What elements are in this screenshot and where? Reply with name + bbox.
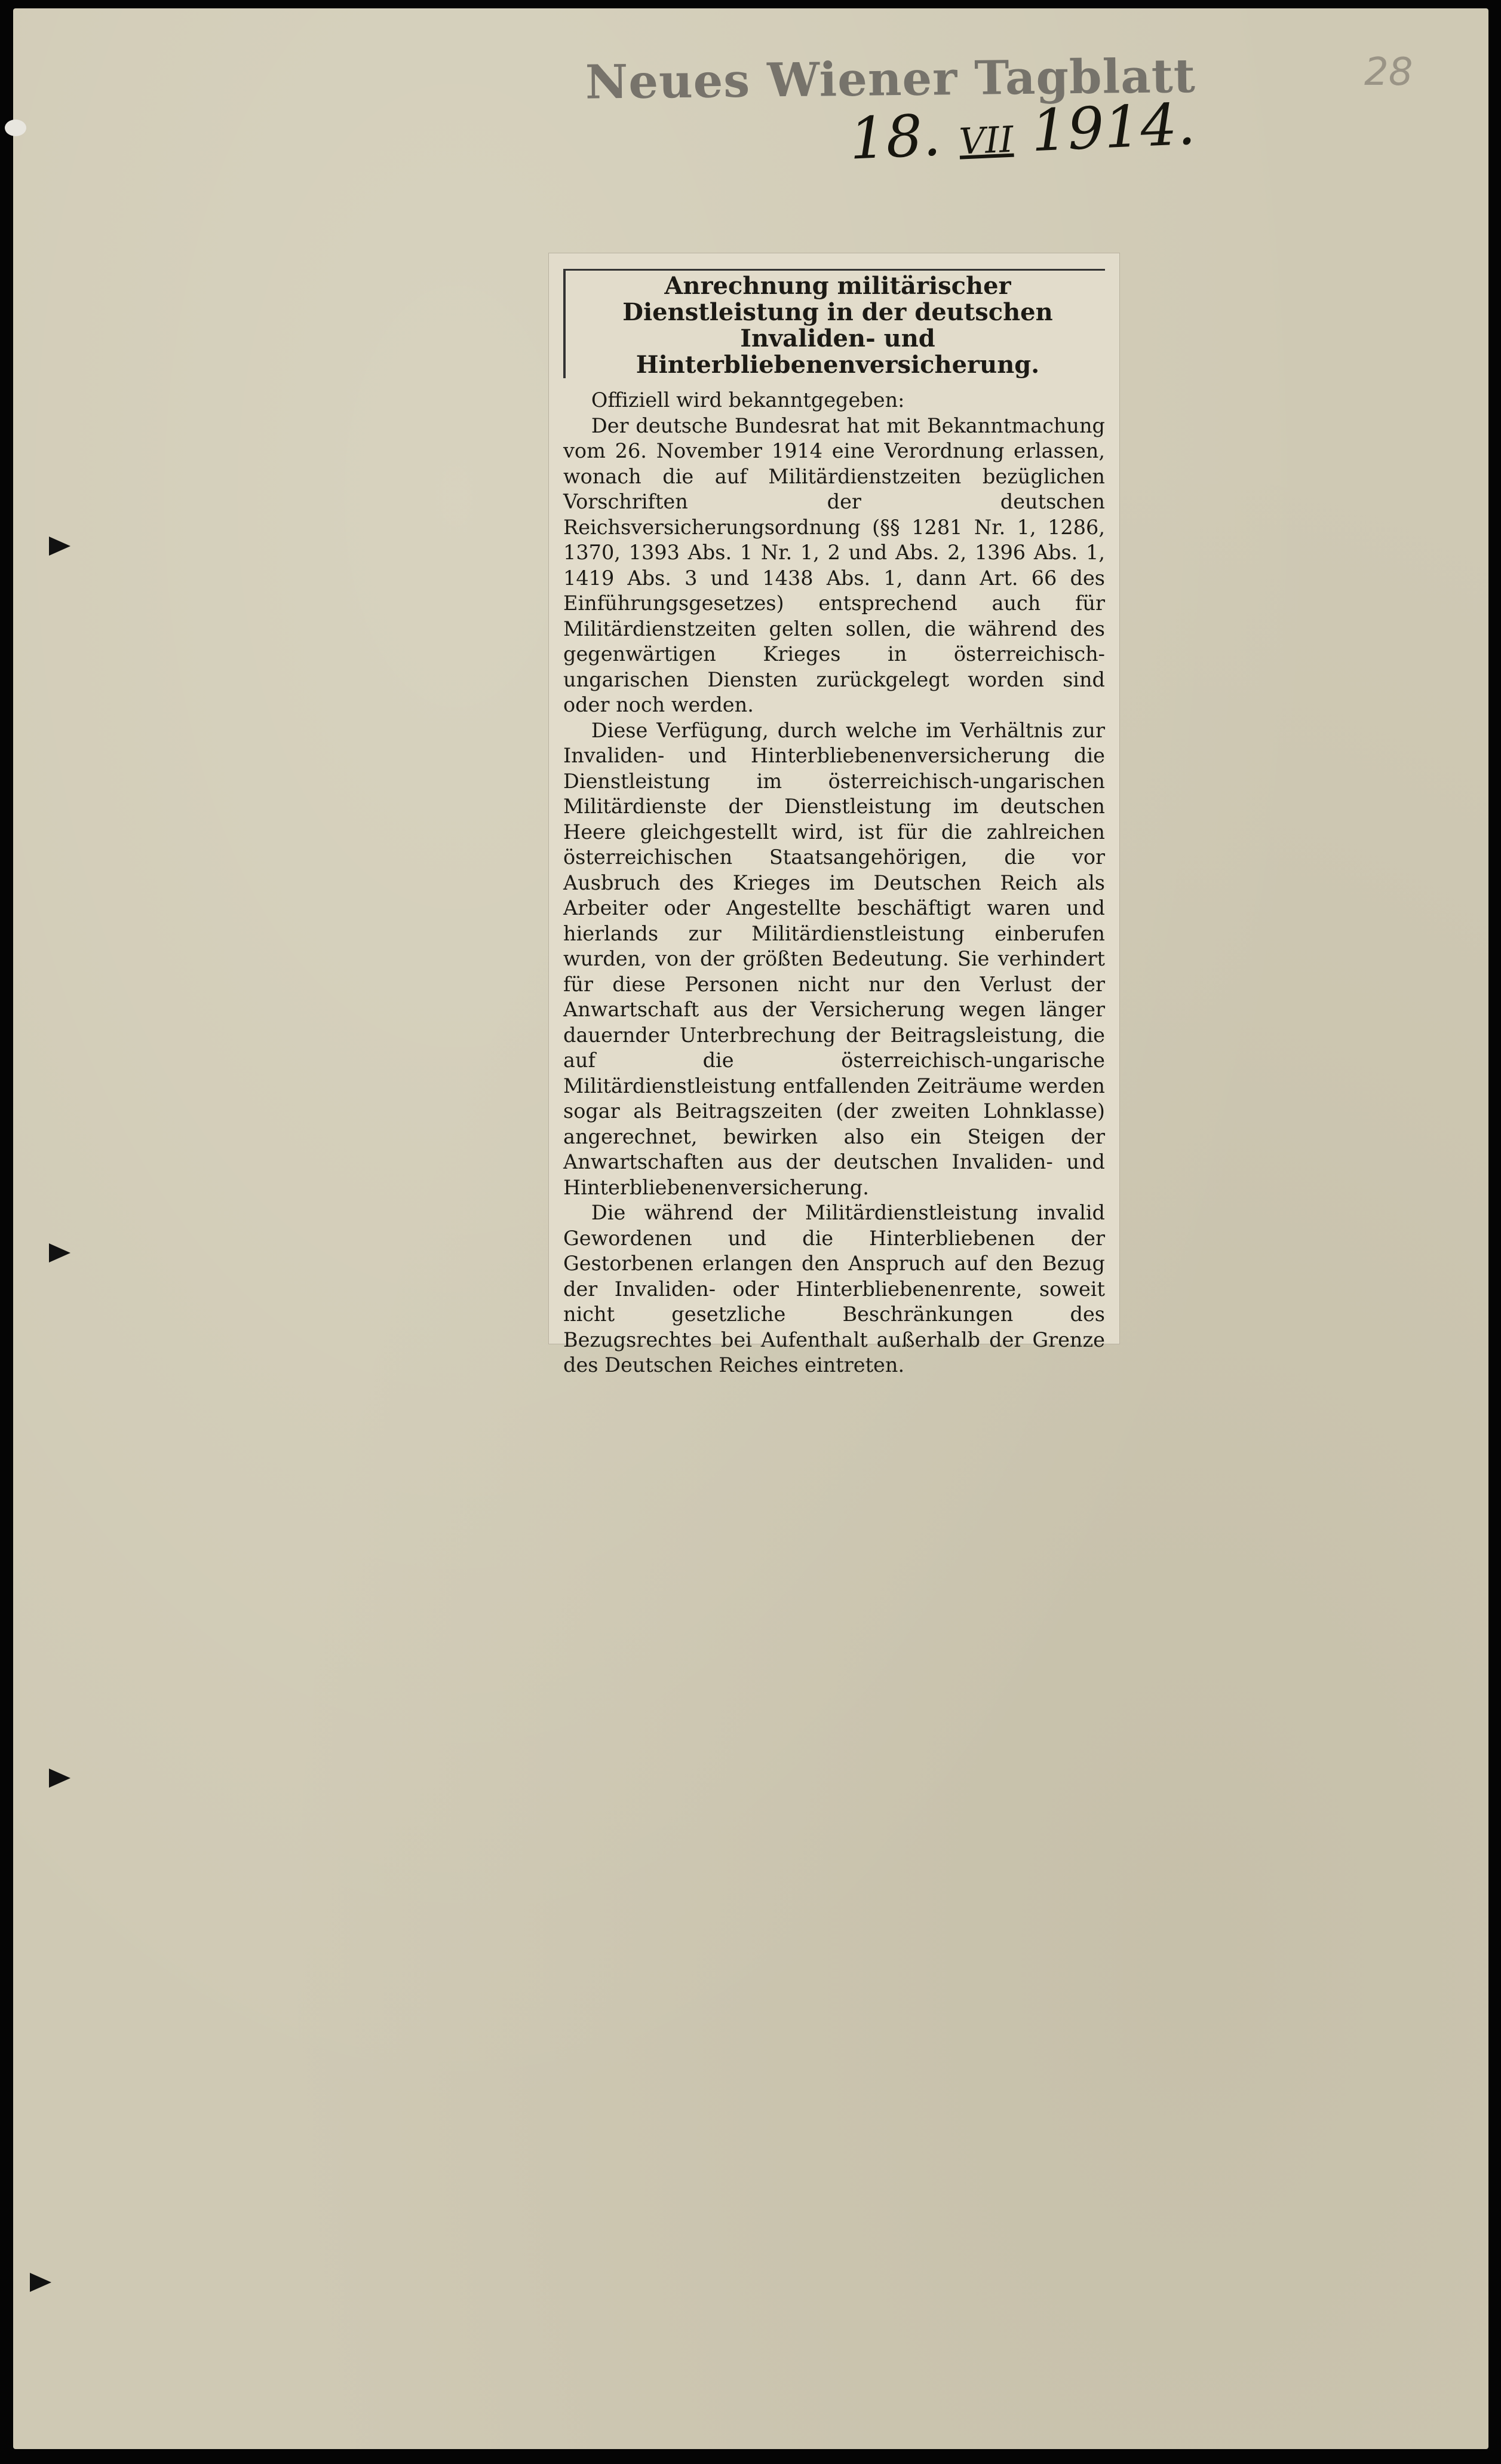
- date-month: VII: [958, 118, 1015, 163]
- binding-mark-icon: [49, 1769, 70, 1788]
- date-day: 18.: [848, 102, 943, 173]
- newspaper-name-stamp: Neues Wiener Tagblatt: [585, 48, 1196, 110]
- article-paragraph: Diese Verfügung, durch welche im Verhältnis zur Invaliden- und Hinterbliebenenversicherung die Dienstleistung im österreichisch-ungarischen Militärdienste der Dienstleistung im deutschen Heere gleichgestellt wird, ist für die zahlreichen österreichischen Staatsangehörigen, die vor Ausbruch des Krieges im Deutschen Reich als Arbeiter oder Angestellte beschäftigt waren und hierlands zur Militärdienstleistung einberufen wurden, von der größten Bedeutung. Sie verhindert für diese Personen nicht nur den Verlust der Anwartschaft aus der Versicherung wegen länger dauernder Unterbrechung der Beitragsleistung, die auf die österreichisch-ungarische Militärdienstleistung entfallenden Zeiträume werden sogar als Beitragszeiten (der zweiten Lohnklasse) angerechnet, bewirken also ein Steigen der Anwartschaften aus der deutschen Invaliden- und Hinterbliebenenversicherung.: [563, 718, 1105, 1199]
- punch-hole: [5, 119, 26, 136]
- newspaper-clipping: [549, 253, 1119, 1377]
- date-year: 1914.: [1029, 90, 1197, 165]
- handwritten-date: [848, 90, 1197, 172]
- article-headline: Anrechnung militärischer Dienstleistung in der deutschen Invaliden- und Hinterbliebenenversicherung.: [563, 269, 1105, 378]
- binding-mark-icon: [49, 1243, 70, 1262]
- archive-sheet: [13, 8, 1488, 2449]
- article-paragraph: Der deutsche Bundesrat hat mit Bekanntmachung vom 26. November 1914 eine Verordnung erlassen, wonach die auf Militärdienstzeiten bezüglichen Vorschriften der deutschen Reichsversicherungsordnung (§§ 1281 Nr. 1, 1286, 1370, 1393 Abs. 1 Nr. 1, 2 und Abs. 2, 1396 Abs. 1, 1419 Abs. 3 und 1438 Abs. 1, dann Art. 66 des Einführungsgesetzes) entsprechend auch für Militärdienstzeiten gelten sollen, die während des gegenwärtigen Krieges in österreichisch-ungarischen Diensten zurückgelegt worden sind oder noch werden.: [563, 413, 1105, 716]
- page-number: 28: [1364, 50, 1413, 94]
- binding-mark-icon: [30, 2273, 51, 2292]
- binding-mark-icon: [49, 537, 70, 556]
- article-paragraph: Die während der Militärdienstleistung invalid Gewordenen und die Hinterbliebenen der Gestorbenen erlangen den Anspruch auf den Bezug der Invaliden- oder Hinterbliebenenrente, soweit nicht gesetzliche Beschränkungen des Bezugsrechtes bei Aufenthalt außerhalb der Grenze des Deutschen Reiches eintreten.: [563, 1201, 1105, 1377]
- article-paragraph: Offiziell wird bekanntgegeben:: [591, 388, 905, 412]
